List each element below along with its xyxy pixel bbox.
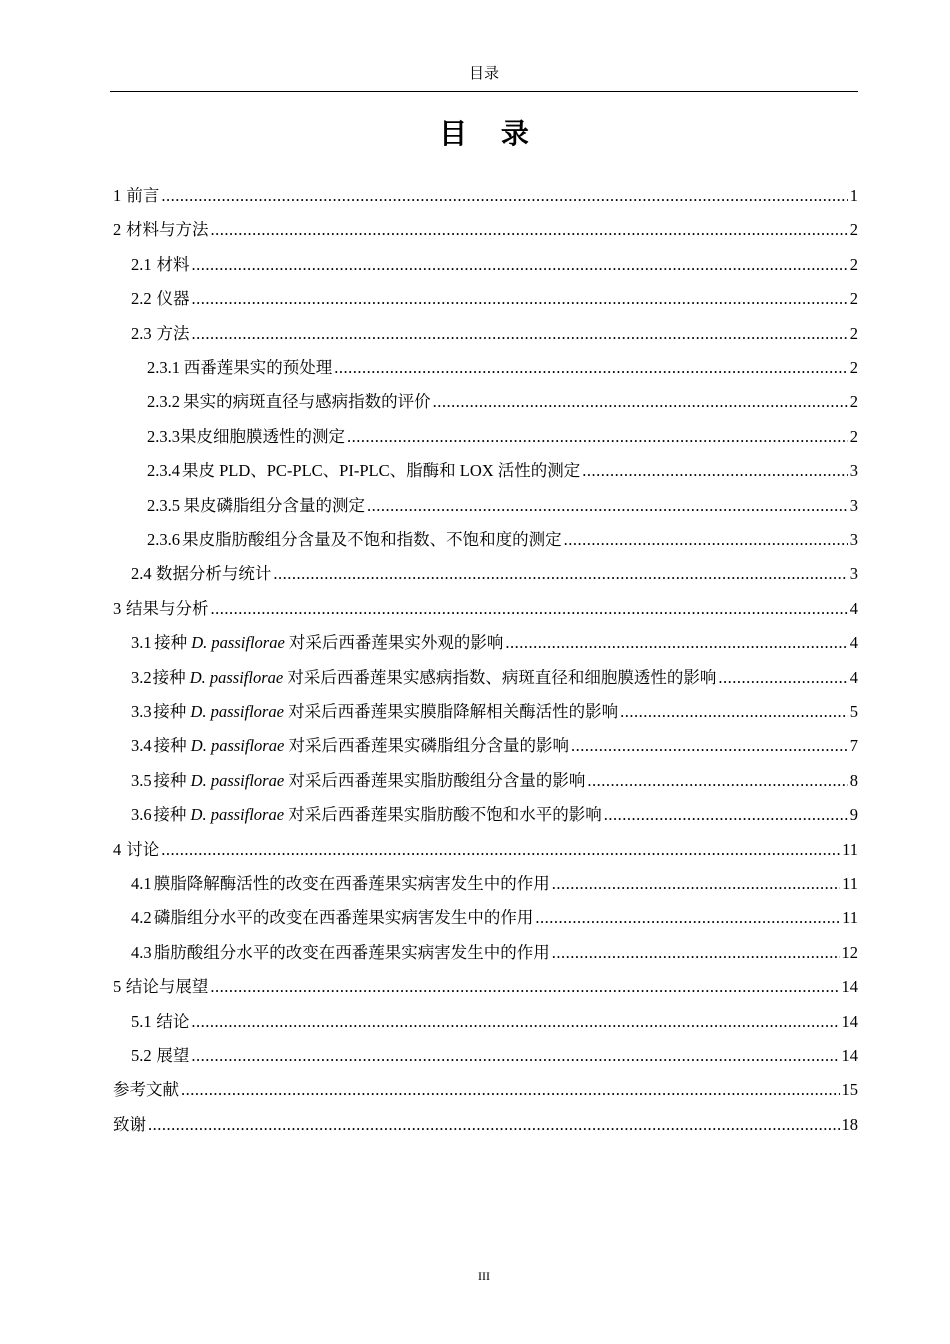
toc-entry-number: 2.3	[131, 324, 152, 343]
toc-entry-title	[156, 1043, 189, 1069]
toc-entry-title-text: 接种	[153, 805, 191, 824]
toc-entry[interactable]	[131, 768, 858, 794]
toc-entry[interactable]	[147, 355, 858, 381]
toc-dot-leader	[210, 217, 847, 243]
toc-entry-number: 2.3.2	[147, 392, 180, 411]
toc-dot-leader	[191, 286, 847, 312]
toc-entry-number: 5.1	[131, 1012, 152, 1031]
toc-entry-page: 14	[841, 1012, 858, 1031]
toc-entry-title	[126, 183, 159, 209]
toc-dot-leader	[191, 252, 847, 278]
toc-entry-title-text: 仪器	[156, 289, 190, 308]
toc-entry-title-text: 接种	[154, 633, 192, 652]
running-header: 目录	[468, 66, 499, 82]
toc-entry[interactable]	[147, 493, 858, 519]
page-title: 目 录	[439, 117, 541, 150]
toc-entry-number: 5	[113, 977, 122, 996]
toc-entry-page: 15	[841, 1080, 858, 1099]
toc-entry[interactable]	[131, 321, 858, 347]
toc-entry-title	[156, 321, 189, 347]
toc-entry-title-text: 接种	[153, 736, 191, 755]
toc-entry-title-text: 展望	[156, 1046, 190, 1065]
toc-entry-title-text: 结果与分析	[125, 599, 209, 618]
toc-entry-title-text-rest: 对采后西番莲果实外观的影响	[284, 633, 504, 652]
toc-entry-title	[184, 355, 333, 381]
toc-entry-title-text: 材料	[156, 255, 190, 274]
toc-entry-page: 14	[841, 1046, 858, 1065]
toc-entry[interactable]	[113, 974, 858, 1000]
toc-entry-title-text-rest: 对采后西番莲果实脂肪酸组分含量的影响	[284, 771, 586, 790]
toc-dot-leader	[552, 940, 840, 966]
toc-entry-number: 3.1	[131, 633, 152, 652]
toc-entry[interactable]	[131, 252, 858, 278]
toc-entry-page: 4	[849, 633, 858, 652]
toc-entry[interactable]	[131, 802, 858, 828]
toc-entry[interactable]	[131, 1043, 858, 1069]
toc-entry-number: 3.6	[131, 805, 152, 824]
toc-dot-leader	[582, 458, 847, 484]
toc-entry-number: 3.3	[131, 702, 152, 721]
toc-entry-number: 2.2	[131, 289, 152, 308]
toc-entry[interactable]	[113, 183, 858, 209]
toc-entry[interactable]	[147, 527, 858, 553]
toc-entry-number: 4	[113, 840, 122, 859]
toc-entry-title-text: 讨论	[126, 840, 160, 859]
toc-entry-page: 3	[849, 564, 858, 583]
toc-entry-title-text-rest: 对采后西番莲果实感病指数、病斑直径和细胞膜透性的影响	[283, 668, 717, 687]
toc-entry-title-text: 果皮 PLD、PC-PLC、PI-PLC、脂酶和 LOX 活性的测定	[181, 461, 581, 480]
toc-entry[interactable]	[147, 458, 858, 484]
toc-entry-page: 4	[849, 668, 858, 687]
toc-entry-number: 2.1	[131, 255, 152, 274]
toc-entry-title	[156, 286, 189, 312]
toc-entry-title-text: 果皮脂肪酸组分含量及不饱和指数、不饱和度的测定	[182, 530, 562, 549]
toc-entry-title	[154, 768, 586, 794]
toc-dot-leader	[564, 527, 848, 553]
toc-entry-title-text: 数据分析与统计	[155, 564, 272, 583]
toc-entry-title	[182, 458, 580, 484]
toc-entry[interactable]	[131, 561, 858, 587]
toc-entry-title	[153, 802, 601, 828]
toc-entry-title-text: 接种	[153, 702, 191, 721]
toc-entry-page: 9	[849, 805, 858, 824]
toc-entry-title	[183, 389, 431, 415]
toc-dot-leader	[191, 321, 847, 347]
toc-entry-title-text: 果皮磷脂组分含量的测定	[183, 496, 366, 515]
toc-entry[interactable]	[131, 1009, 858, 1035]
toc-entry-title-text: 前言	[126, 186, 160, 205]
toc-entry-species-name: D. passiflorae	[190, 771, 285, 790]
toc-dot-leader	[505, 630, 847, 656]
toc-entry-number: 2.3.4	[147, 461, 180, 480]
toc-entry-number: 3.2	[131, 668, 152, 687]
toc-entry-title-text: 接种	[153, 771, 191, 790]
toc-dot-leader	[210, 596, 847, 622]
toc-entry-number: 3.5	[131, 771, 152, 790]
toc-entry-page: 3	[849, 461, 858, 480]
toc-entry-title	[113, 1112, 146, 1138]
toc-entry-title-text-rest: 对采后西番莲果实脂肪酸不饱和水平的影响	[284, 805, 602, 824]
toc-entry-title	[153, 665, 717, 691]
toc-entry-title	[154, 871, 550, 897]
toc-entry-title	[126, 974, 209, 1000]
toc-dot-leader	[161, 183, 847, 209]
toc-entry-page: 5	[849, 702, 858, 721]
toc-dot-leader	[161, 837, 840, 863]
toc-dot-leader	[210, 974, 839, 1000]
toc-entry-page: 7	[849, 736, 858, 755]
toc-entry-title	[156, 1009, 189, 1035]
toc-entry-number: 2.3.5	[147, 496, 180, 515]
toc-entry-page: 2	[849, 289, 858, 308]
toc-entry-number: 2.3.6	[147, 530, 180, 549]
toc-entry-title-text-rest: 对采后西番莲果实磷脂组分含量的影响	[284, 736, 569, 755]
toc-entry-title	[113, 1077, 179, 1103]
toc-entry-page: 1	[849, 186, 858, 205]
toc-entry-title	[154, 940, 550, 966]
toc-entry-species-name: D. passiflorae	[190, 736, 285, 755]
toc-dot-leader	[367, 493, 848, 519]
toc-entry[interactable]	[147, 424, 858, 450]
toc-dot-leader	[535, 905, 840, 931]
toc-entry-title-text: 磷脂组分水平的改变在西番莲果实病害发生中的作用	[153, 908, 534, 927]
toc-entry-number: 4.1	[131, 874, 152, 893]
toc-dot-leader	[620, 699, 848, 725]
toc-entry-title-text-rest: 对采后西番莲果实膜脂降解相关酶活性的影响	[283, 702, 619, 721]
toc-dot-leader	[273, 561, 847, 587]
toc-entry-title-text: 材料与方法	[125, 220, 209, 239]
toc-entry-species-name: D. passiflorae	[190, 702, 284, 721]
toc-entry-title	[126, 837, 159, 863]
toc-dot-leader	[148, 1112, 840, 1138]
toc-entry-title	[156, 252, 189, 278]
toc-entry-page: 3	[849, 496, 858, 515]
toc-dot-leader	[433, 389, 848, 415]
toc-dot-leader	[587, 768, 847, 794]
toc-dot-leader	[571, 733, 848, 759]
toc-entry-page: 11	[842, 908, 858, 927]
toc-entry-title-text: 西番莲果实的预处理	[183, 358, 333, 377]
toc-entry-title	[184, 493, 366, 519]
toc-entry-number: 2.3.1	[147, 358, 180, 377]
toc-dot-leader	[181, 1077, 840, 1103]
toc-entry-title	[153, 699, 618, 725]
toc-entry-title	[126, 217, 209, 243]
toc-entry[interactable]	[113, 217, 858, 243]
toc-entry-number: 2.4	[131, 564, 152, 583]
toc-entry[interactable]	[131, 871, 858, 897]
toc-dot-leader	[334, 355, 847, 381]
toc-entry-number: 4.3	[131, 943, 152, 962]
toc-entry[interactable]	[131, 733, 858, 759]
toc-entry-title-text: 方法	[156, 324, 190, 343]
toc-entry-title-text: 结论与展望	[125, 977, 209, 996]
toc-entry-page: 14	[841, 977, 858, 996]
toc-entry-number: 1	[113, 186, 122, 205]
toc-entry-title-text: 果实的病斑直径与感病指数的评价	[183, 392, 431, 411]
toc-entry[interactable]	[131, 905, 858, 931]
toc-entry-species-name: D. passiflorae	[190, 805, 285, 824]
toc-entry[interactable]	[113, 596, 858, 622]
toc-entry-page: 12	[841, 943, 858, 962]
toc-entry-number: 3	[113, 599, 122, 618]
toc-entry[interactable]	[131, 940, 858, 966]
toc-entry-number: 2	[113, 220, 122, 239]
toc-entry-page: 2	[849, 358, 858, 377]
toc-entry-number: 5.2	[131, 1046, 152, 1065]
toc-entry-title	[154, 733, 569, 759]
toc-entry[interactable]	[113, 1112, 858, 1138]
header-rule	[110, 91, 858, 92]
toc-entry-number: 4.2	[131, 908, 152, 927]
toc-entry-species-name: D. passiflorae	[191, 633, 285, 652]
toc-entry-page: 11	[842, 874, 858, 893]
toc-entry-page: 11	[842, 840, 858, 859]
toc-entry[interactable]	[147, 389, 858, 415]
toc-entry-species-name: D. passiflorae	[189, 668, 284, 687]
toc-entry-page: 3	[849, 530, 858, 549]
toc-entry-page: 2	[849, 324, 858, 343]
toc-entry-page: 8	[849, 771, 858, 790]
page-number: III	[478, 1269, 490, 1283]
toc-entry-title	[182, 527, 562, 553]
toc-entry-title	[156, 561, 272, 587]
toc-entry-title-text: 脂肪酸组分水平的改变在西番莲果实病害发生中的作用	[153, 943, 550, 962]
toc-entry-title	[154, 630, 503, 656]
toc-entry[interactable]	[131, 665, 858, 691]
toc-entry-number: 2.3.3	[147, 427, 180, 446]
toc-dot-leader	[552, 871, 840, 897]
toc-entry-title-text: 参考文献	[113, 1080, 179, 1099]
toc-entry-title	[180, 424, 345, 450]
toc-entry[interactable]	[131, 286, 858, 312]
toc-dot-leader	[191, 1009, 839, 1035]
toc-entry-page: 2	[849, 220, 858, 239]
toc-dot-leader	[604, 802, 848, 828]
toc-entry-title-text: 致谢	[113, 1115, 146, 1134]
toc-entry-title-text: 结论	[156, 1012, 190, 1031]
toc-dot-leader	[718, 665, 847, 691]
toc-entry-page: 18	[841, 1115, 858, 1134]
toc-dot-leader	[347, 424, 848, 450]
toc-entry[interactable]	[131, 699, 858, 725]
toc-entry-number: 3.4	[131, 736, 152, 755]
toc-dot-leader	[191, 1043, 839, 1069]
toc-entry-page: 2	[849, 255, 858, 274]
toc-entry[interactable]	[113, 1077, 858, 1103]
toc-entry-page: 4	[849, 599, 858, 618]
toc-entry[interactable]	[131, 630, 858, 656]
toc-entry[interactable]	[113, 837, 858, 863]
toc-entry-title	[154, 905, 534, 931]
toc-entry-title-text: 果皮细胞膜透性的测定	[180, 427, 345, 446]
toc-entry-title	[126, 596, 209, 622]
toc-entry-page: 2	[849, 427, 858, 446]
toc-entry-title-text: 接种	[152, 668, 190, 687]
toc-entry-title-text: 膜脂降解酶活性的改变在西番莲果实病害发生中的作用	[153, 874, 550, 893]
toc-entry-page: 2	[849, 392, 858, 411]
